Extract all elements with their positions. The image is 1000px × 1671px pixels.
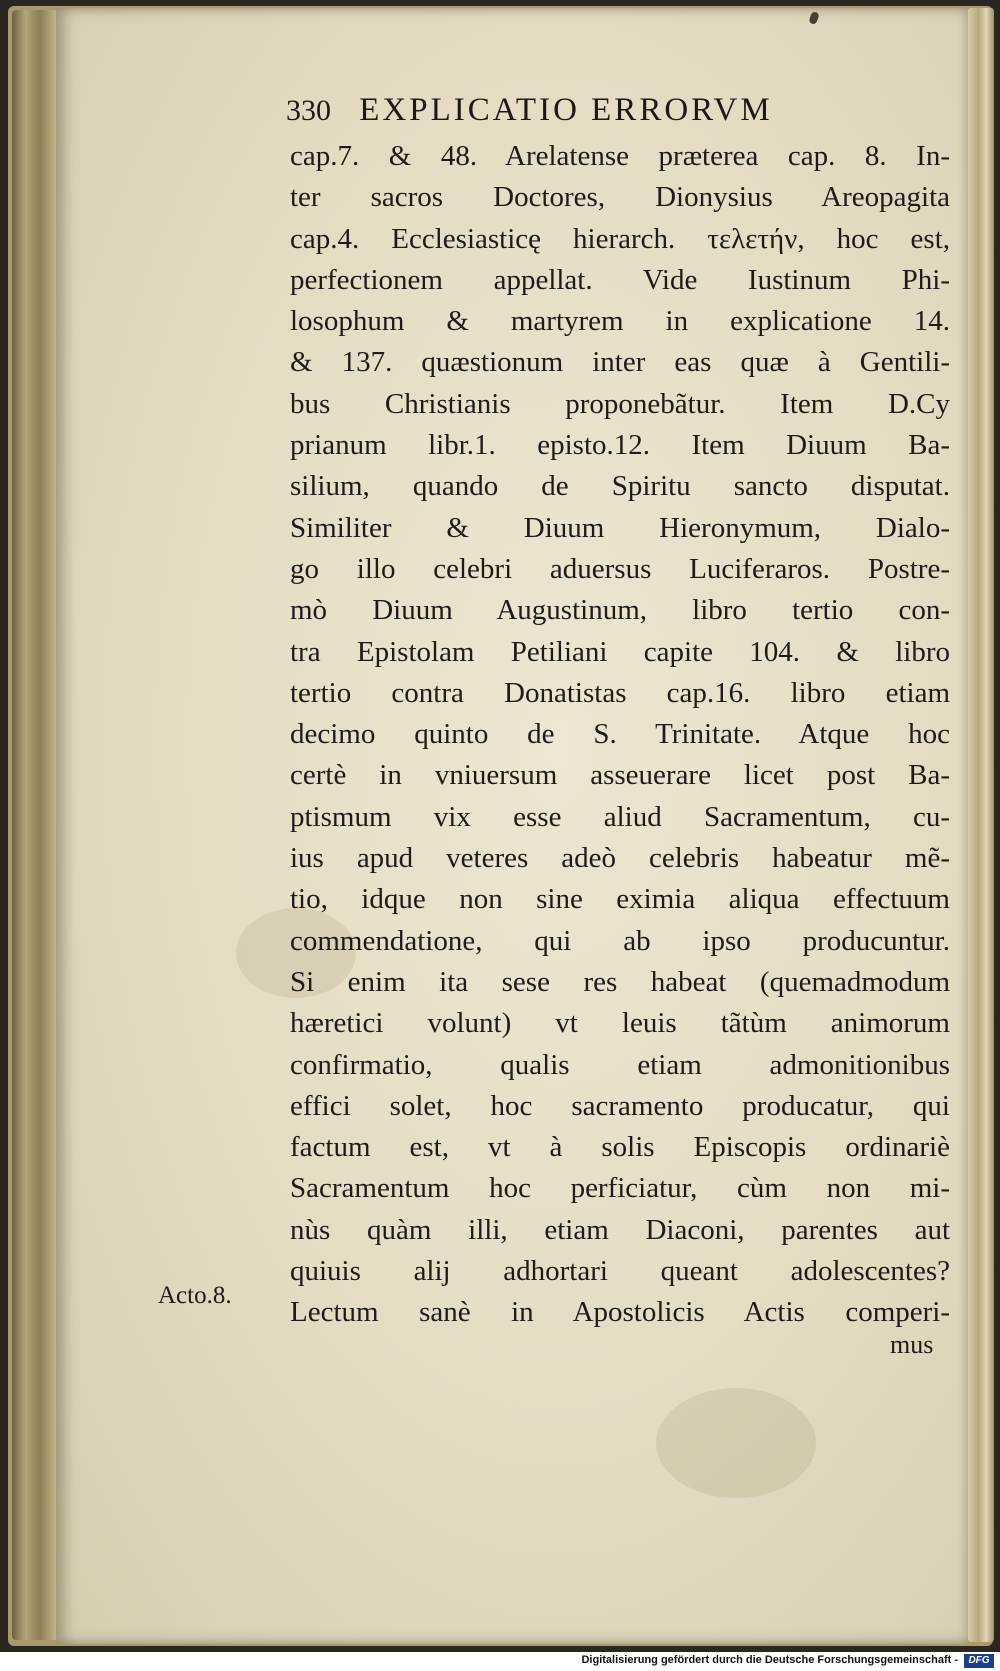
text-line: cap.4. Ecclesiasticę hierarch. τελετήν, hoc est, bbox=[290, 222, 950, 255]
text-line: ius apud veteres adeò celebris habeatur mẽ- bbox=[290, 842, 950, 875]
text-line: tertio contra Donatistas cap.16. libro etiam bbox=[290, 676, 950, 709]
running-title: EXPLICATIO ERRORVM bbox=[359, 92, 773, 128]
text-line: hæretici volunt) vt leuis tãtùm animorum bbox=[290, 1007, 950, 1040]
text-line: tra Epistolam Petiliani capite 104. & libro bbox=[290, 635, 950, 668]
text-line: Sacramentum hoc perficiatur, cùm non mi- bbox=[290, 1172, 950, 1205]
text-line: prianum libr.1. episto.12. Item Diuum Ba- bbox=[290, 429, 950, 462]
dfg-logo: DFG bbox=[964, 1654, 994, 1668]
book-spine-edge bbox=[12, 10, 58, 1640]
text-line: losophum & martyrem in explicatione 14. bbox=[290, 305, 950, 338]
book-fore-edge bbox=[968, 8, 994, 1642]
paper-stain bbox=[656, 1388, 816, 1498]
text-line: Si enim ita sese res habeat (quemadmodum bbox=[290, 965, 950, 998]
text-line: commendatione, qui ab ipso producuntur. bbox=[290, 924, 950, 957]
text-line: ptismum vix esse aliud Sacramentum, cu- bbox=[290, 800, 950, 833]
text-line: & 137. quæstionum inter eas quæ à Gentili- bbox=[290, 346, 950, 379]
text-line: perfectionem appellat. Vide Iustinum Phi- bbox=[290, 263, 950, 296]
text-line: effici solet, hoc sacramento producatur, qui bbox=[290, 1089, 950, 1122]
footer-credit: Digitalisierung gefördert durch die Deutsche Forschungsgemeinschaft - bbox=[581, 1654, 958, 1666]
text-line: Similiter & Diuum Hieronymum, Dialo- bbox=[290, 511, 950, 544]
text-line: factum est, vt à solis Episcopis ordinariè bbox=[290, 1131, 950, 1164]
running-head bbox=[286, 92, 906, 132]
text-line: certè in vniuersum asseuerare licet post Ba- bbox=[290, 759, 950, 792]
text-line: go illo celebri aduersus Luciferaros. Postre- bbox=[290, 552, 950, 585]
margin-note: Acto.8. bbox=[158, 1282, 232, 1309]
text-line: silium, quando de Spiritu sancto disputat. bbox=[290, 470, 950, 503]
text-line: nùs quàm illi, etiam Diaconi, parentes aut bbox=[290, 1213, 950, 1246]
body-text bbox=[290, 136, 950, 1334]
text-line: tio, idque non sine eximia aliqua effectuum bbox=[290, 883, 950, 916]
text-line: confirmatio, qualis etiam admonitionibus bbox=[290, 1048, 950, 1081]
text-line: bus Christianis proponebãtur. Item D.Cy bbox=[290, 387, 950, 420]
text-line: quiuis alij adhortari queant adolescentes? bbox=[290, 1255, 950, 1288]
text-line: cap.7. & 48. Arelatense præterea cap. 8. In- bbox=[290, 140, 950, 172]
catchword: mus bbox=[890, 1330, 934, 1359]
text-line: mò Diuum Augustinum, libro tertio con- bbox=[290, 594, 950, 627]
page-number: 330 bbox=[286, 94, 331, 127]
text-line: decimo quinto de S. Trinitate. Atque hoc bbox=[290, 718, 950, 751]
text-line: ter sacros Doctores, Dionysius Areopagita bbox=[290, 181, 950, 214]
text-line: Lectum sanè in Apostolicis Actis comperi- bbox=[290, 1296, 950, 1329]
